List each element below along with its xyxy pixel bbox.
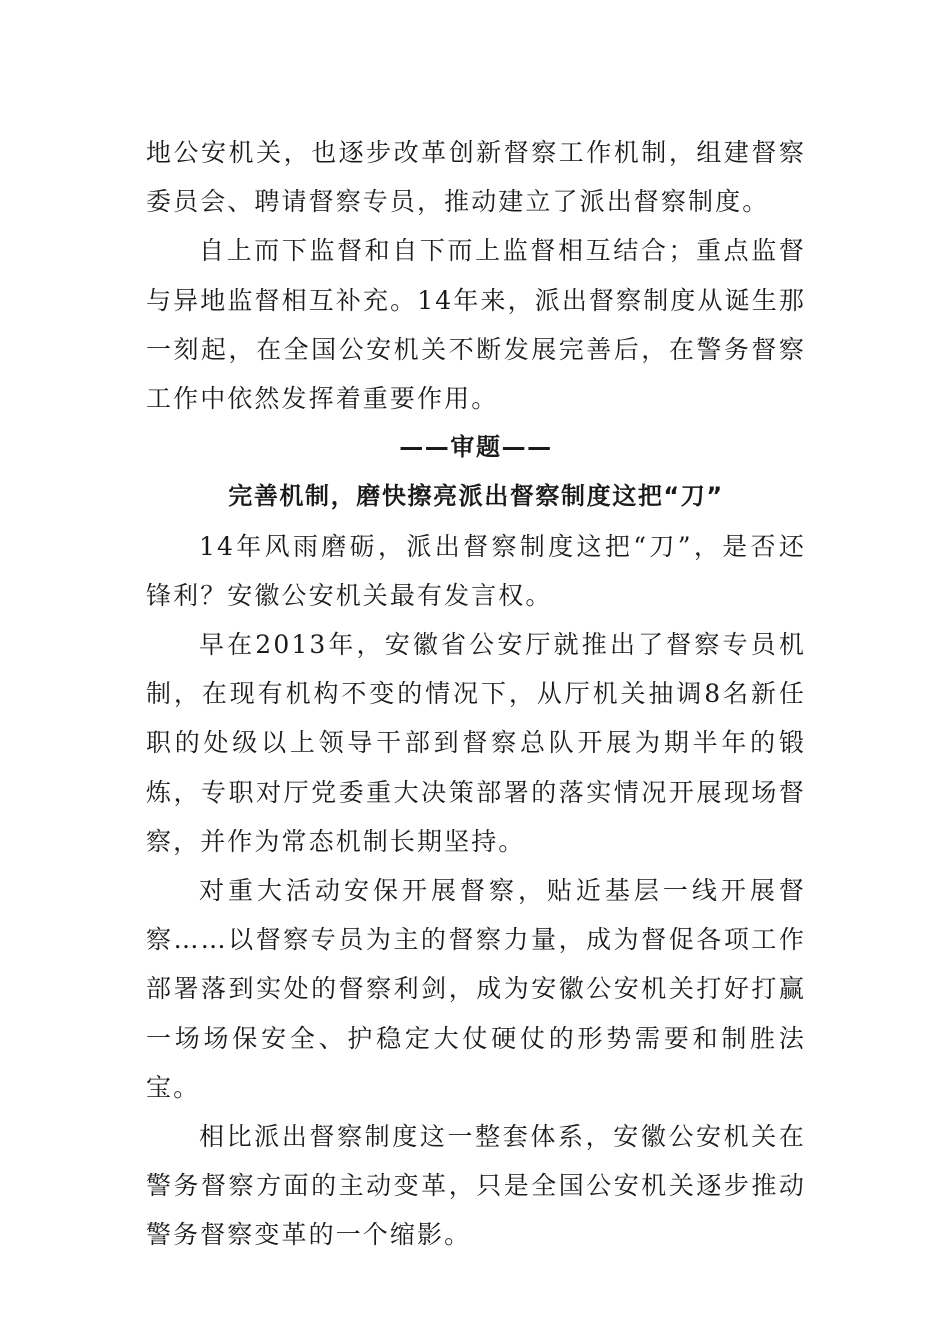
paragraph-continuation: 地公安机关，也逐步改革创新督察工作机制，组建督察委员会、聘请督察专员，推动建立了派出督察制度。 [146,138,806,217]
paragraph-major-events: 对重大活动安保开展督察，贴近基层一线开展督察……以督察专员为主的督察力量，成为督促各项工作部署落到实处的督察利剑，成为安徽公安机关打好打赢一场场保安全、护稳定大仗硬仗的形势需要和制胜法宝。 [146,876,806,1102]
section-label: ——审题—— [399,433,553,462]
paragraph-supervision-combination: 自上而下监督和自下而上监督相互结合；重点监督与异地监督相互补充。14年来，派出督察制度从诞生那一刻起，在全国公安机关不断发展完善后，在警务督察工作中依然发挥着重要作用。 [146,236,806,414]
paragraph-reform-epitome: 相比派出督察制度这一整套体系，安徽公安机关在警务督察方面的主动变革，只是全国公安机关逐步推动警务督察变革的一个缩影。 [146,1122,806,1250]
paragraph-14-years: 14年风雨磨砺，派出督察制度这把“刀”，是否还锋利？安徽公安机关最有发言权。 [146,531,806,610]
section-title: 完善机制，磨快擦亮派出督察制度这把“刀” [228,482,724,511]
paragraph-2013-anhui: 早在2013年，安徽省公安厅就推出了督察专员机制，在现有机构不变的情况下，从厅机关抽调8名新任职的处级以上领导干部到督察总队开展为期半年的锻炼，专职对厅党委重大决策部署的落实情况开展现场督察，并作为常态机制长期坚持。 [146,630,806,856]
document-page [146,128,806,1260]
